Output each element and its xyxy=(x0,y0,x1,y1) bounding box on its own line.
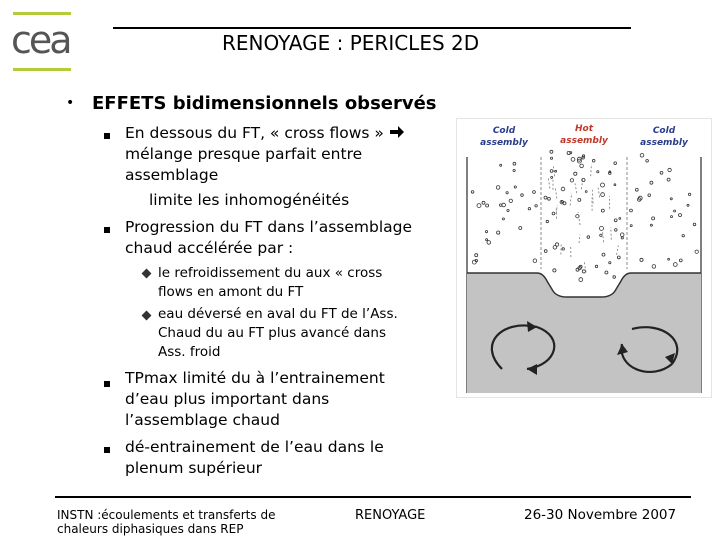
droplet xyxy=(509,199,512,202)
bullet-2-line-2: chaud accélérée par : xyxy=(125,239,294,257)
droplet xyxy=(561,187,565,191)
droplet xyxy=(648,194,651,197)
droplet xyxy=(620,233,624,237)
droplet xyxy=(500,164,502,166)
droplet xyxy=(609,262,611,264)
sub-bullet-1-line-1: le refroidissement du aux « cross xyxy=(158,265,383,281)
droplet xyxy=(617,256,620,259)
heading-bullet: • xyxy=(66,95,75,111)
droplet xyxy=(533,191,536,194)
droplet xyxy=(550,157,552,159)
logo-bottom-bar xyxy=(13,68,71,71)
droplet xyxy=(670,198,672,200)
droplet xyxy=(507,209,509,211)
droplet xyxy=(528,208,530,210)
droplet xyxy=(687,204,689,206)
droplet xyxy=(570,152,572,154)
droplet xyxy=(668,258,670,260)
bullet-square-4 xyxy=(104,447,110,453)
cea-logo: cea xyxy=(11,18,70,62)
droplet xyxy=(502,203,506,207)
droplet xyxy=(614,162,617,165)
droplet xyxy=(579,278,583,282)
streak xyxy=(579,235,580,244)
droplet xyxy=(652,265,656,269)
droplet xyxy=(486,204,489,207)
droplet xyxy=(513,162,516,165)
droplet xyxy=(614,184,616,186)
streak xyxy=(556,205,557,213)
footer-left-line-2: chaleurs diphasiques dans REP xyxy=(57,522,244,536)
streak xyxy=(575,182,577,193)
droplet xyxy=(552,212,555,215)
droplet xyxy=(671,216,673,218)
right-label-line-2: assembly xyxy=(640,138,688,148)
droplet xyxy=(550,150,553,153)
bullet-square-1 xyxy=(104,133,110,139)
bullet-1-line-1: En dessous du FT, « cross flows » xyxy=(125,123,405,144)
droplet xyxy=(693,223,696,226)
droplet xyxy=(570,179,573,182)
droplet xyxy=(640,258,643,261)
droplet xyxy=(614,219,617,222)
bullet-1-line-2: mélange presque parfait entre xyxy=(125,145,363,163)
bullet-3-line-3: l’assemblage chaud xyxy=(125,411,280,429)
droplet xyxy=(652,217,655,220)
droplet xyxy=(482,201,485,204)
sub-bullet-diamond-2 xyxy=(142,311,152,321)
droplet xyxy=(668,168,671,171)
droplet xyxy=(660,171,663,174)
footer-center: RENOYAGE xyxy=(355,508,426,523)
droplet xyxy=(600,226,604,230)
droplet xyxy=(553,246,557,250)
droplet xyxy=(600,234,602,236)
droplet xyxy=(630,225,632,227)
streak xyxy=(591,164,592,176)
center-label-line-1: Hot xyxy=(574,124,594,134)
droplet xyxy=(506,192,508,194)
sub-bullet-2-line-1: eau déversé en aval du FT de l’Ass. xyxy=(158,306,398,322)
footer-right: 26-30 Novembre 2007 xyxy=(524,507,677,523)
sub-bullet-diamond-1 xyxy=(142,269,152,279)
droplet xyxy=(562,248,564,250)
section-heading: EFFETS bidimensionnels observés xyxy=(92,93,437,114)
droplet xyxy=(548,197,551,200)
left-label-line-1: Cold xyxy=(492,126,516,136)
droplet xyxy=(502,218,504,220)
droplet xyxy=(533,259,537,263)
streak xyxy=(598,186,600,197)
streak xyxy=(611,227,612,239)
droplet xyxy=(630,209,633,212)
droplet xyxy=(555,170,557,172)
droplet xyxy=(485,231,487,233)
droplet xyxy=(475,254,478,257)
sub-bullet-2-line-2: Chaud du au FT plus avancé dans xyxy=(158,325,387,341)
droplet xyxy=(601,193,605,197)
droplet xyxy=(621,237,623,239)
logo-top-bar xyxy=(13,12,71,15)
streak xyxy=(617,246,619,255)
droplet xyxy=(613,276,616,279)
sub-bullet-1-line-2: flows en amont du FT xyxy=(158,284,304,300)
droplet xyxy=(695,250,698,253)
droplet xyxy=(475,259,477,261)
entrainment-streaks xyxy=(548,164,618,272)
droplet xyxy=(513,169,515,171)
droplet xyxy=(640,154,644,158)
droplet xyxy=(497,231,500,234)
droplet xyxy=(597,171,599,173)
droplet xyxy=(587,236,590,239)
bullet-square-3 xyxy=(104,381,110,387)
droplet xyxy=(609,172,612,175)
footer-left-line-1: INSTN :écoulements et transferts de xyxy=(57,508,276,522)
cross-flow-figure xyxy=(456,118,712,398)
bullet-2-line-1: Progression du FT dans l’assemblage xyxy=(125,218,413,236)
streak xyxy=(578,212,580,225)
droplet xyxy=(551,176,553,178)
droplet xyxy=(585,191,587,193)
droplet xyxy=(550,170,553,173)
droplet xyxy=(592,159,595,162)
footer-rule xyxy=(55,496,691,498)
droplet xyxy=(595,265,597,267)
droplet xyxy=(582,156,585,159)
droplet xyxy=(562,201,564,203)
arrow-right-icon xyxy=(389,125,405,139)
bullet-square-2 xyxy=(104,227,110,233)
bullet-4-line-1: dé-entrainement de l’eau dans le xyxy=(125,438,384,456)
droplet xyxy=(571,158,575,162)
droplet xyxy=(519,227,522,230)
sub-bullet-2-line-3: Ass. froid xyxy=(158,344,221,360)
streak xyxy=(555,188,557,199)
droplet xyxy=(521,194,524,197)
bullet-3-line-2: d’eau plus important dans xyxy=(125,390,330,408)
droplet xyxy=(679,214,682,217)
droplet xyxy=(486,239,488,241)
droplet xyxy=(574,172,577,175)
droplet xyxy=(580,164,584,168)
right-label-line-1: Cold xyxy=(652,126,676,136)
droplet xyxy=(477,204,481,208)
droplet xyxy=(667,178,670,181)
droplet xyxy=(646,160,649,163)
bullet-1-line-4: limite les inhomogénéités xyxy=(149,191,350,209)
droplet xyxy=(650,224,652,226)
droplet xyxy=(605,271,608,274)
droplet xyxy=(514,186,516,188)
droplet xyxy=(487,241,491,245)
droplet xyxy=(472,260,476,264)
droplet xyxy=(553,269,556,272)
droplet xyxy=(650,181,653,184)
droplet xyxy=(682,235,684,237)
droplet xyxy=(546,220,548,222)
droplet xyxy=(601,209,604,212)
droplet xyxy=(635,188,638,191)
droplets xyxy=(471,150,698,281)
droplet xyxy=(582,270,585,273)
droplet xyxy=(544,250,547,253)
droplet xyxy=(619,218,621,220)
assembly-diagram xyxy=(457,119,711,397)
left-label-line-2: assembly xyxy=(480,138,528,148)
droplet xyxy=(535,205,537,207)
streak xyxy=(592,190,593,204)
droplet xyxy=(674,210,676,212)
droplet xyxy=(496,186,500,190)
bullet-4-line-2: plenum supérieur xyxy=(125,459,263,477)
droplet xyxy=(544,196,547,199)
droplet xyxy=(471,191,474,194)
center-label-line-2: assembly xyxy=(560,136,608,146)
streak xyxy=(548,179,550,189)
droplet xyxy=(500,204,502,206)
title-top-rule xyxy=(113,27,631,29)
droplet xyxy=(679,259,682,262)
droplet xyxy=(688,193,690,195)
streak xyxy=(570,193,572,205)
streak xyxy=(602,230,603,242)
droplet xyxy=(602,253,605,256)
droplet xyxy=(578,198,581,201)
droplet xyxy=(601,183,605,187)
slide-title: RENOYAGE : PERICLES 2D xyxy=(222,31,480,55)
bullet-3-line-1: TPmax limité du à l’entrainement xyxy=(125,369,385,387)
bullet-1-line-3: assemblage xyxy=(125,166,219,184)
droplet xyxy=(615,229,618,232)
droplet xyxy=(673,263,677,267)
